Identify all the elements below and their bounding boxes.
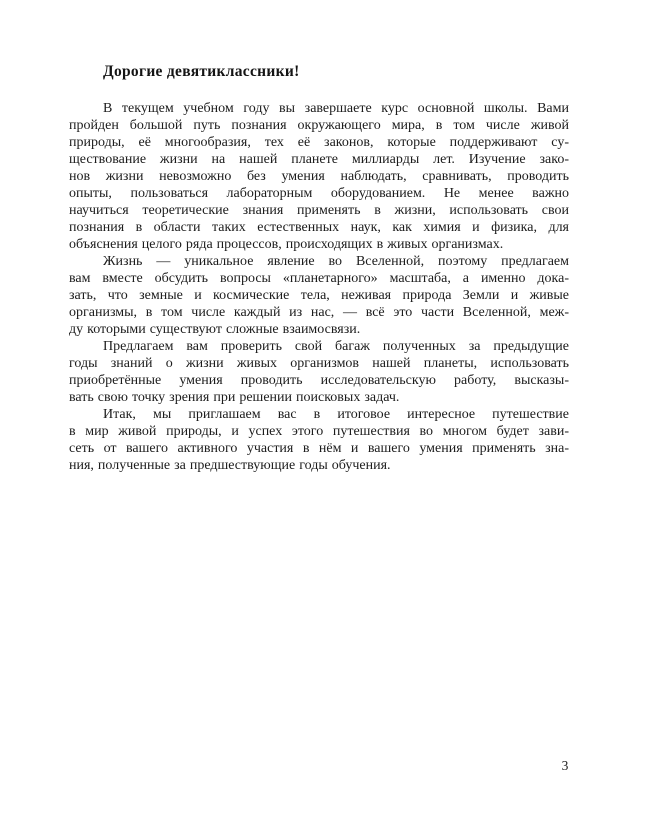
text-line: зать, что земные и космические тела, неживая природа Земли и живые [69, 288, 569, 303]
text-line: ния, полученные за предшествующие годы обучения. [69, 458, 391, 473]
page-content [69, 63, 569, 474]
text-line: ду которыми существуют сложные взаимосвязи. [69, 322, 361, 337]
text-line: нов жизни невозможно без умения наблюдать, сравнивать, проводить [69, 169, 569, 184]
text-line: ществование жизни на нашей планете миллиарды лет. Изучение зако- [69, 152, 569, 167]
page-number: 3 [561, 758, 569, 773]
paragraph [69, 253, 569, 338]
text-line: научиться теоретические знания применять в жизни, использовать свои [69, 203, 569, 218]
paragraph [69, 338, 569, 406]
paragraph [69, 100, 569, 253]
text-line: вам вместе обсудить вопросы «планетарного» масштаба, а именно дока- [69, 271, 569, 286]
text-line: организмы, в том числе каждый из нас, — всё это части Вселенной, меж- [69, 305, 569, 320]
page-heading: Дорогие девятиклассники! [103, 63, 300, 80]
text-line: природы, её многообразия, тех её законов, которые поддерживают су- [69, 135, 569, 150]
body-text [69, 100, 569, 474]
text-line: годы знаний о жизни живых организмов нашей планеты, использовать [69, 356, 569, 371]
text-line: Жизнь — уникальное явление во Вселенной, поэтому предлагаем [103, 254, 569, 269]
text-line: познания в области таких естественных наук, как химия и физика, для [69, 220, 569, 235]
text-line: объяснения целого ряда процессов, происходящих в живых организмах. [69, 237, 504, 252]
paragraph [69, 406, 569, 474]
text-line: опыты, пользоваться лабораторным оборудованием. Не менее важно [69, 186, 569, 201]
text-line: в мир живой природы, и успех этого путешествия во многом будет зави- [69, 424, 569, 439]
text-line: Предлагаем вам проверить свой багаж полученных за предыдущие [103, 339, 569, 354]
text-line: Итак, мы приглашаем вас в итоговое интересное путешествие [103, 407, 569, 422]
text-line: пройден большой путь познания окружающего мира, в том числе живой [69, 118, 569, 133]
text-line: вать свою точку зрения при решении поисковых задач. [69, 390, 400, 405]
text-line: В текущем учебном году вы завершаете курс основной школы. Вами [103, 101, 569, 116]
text-line: сеть от вашего активного участия в нём и вашего умения применять зна- [69, 441, 569, 456]
text-line: приобретённые умения проводить исследовательскую работу, высказы- [69, 373, 569, 388]
